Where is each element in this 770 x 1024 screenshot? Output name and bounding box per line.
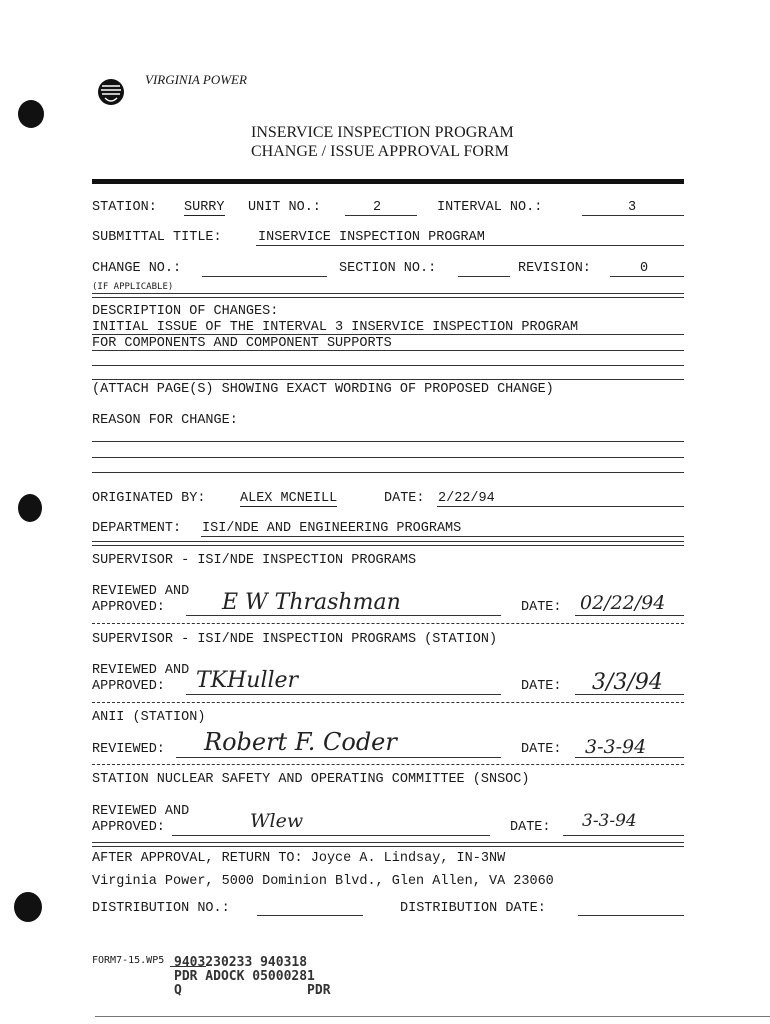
approval-3-signature: Robert F. Coder [204, 728, 397, 756]
address-line: Virginia Power, 5000 Dominion Blvd., Glen Allen, VA 23060 [92, 874, 554, 889]
approval-3-date: 3-3-94 [585, 736, 647, 758]
department-label: DEPARTMENT: [92, 521, 182, 536]
form-title-line2: CHANGE / ISSUE APPROVAL FORM [251, 143, 509, 160]
reason-rule1 [92, 441, 684, 442]
company-logo [96, 76, 126, 113]
originated-date-line [437, 506, 684, 507]
reason-rule3 [92, 472, 684, 473]
double-rule-3 [92, 842, 684, 847]
return-to-line: AFTER APPROVAL, RETURN TO: Joyce A. Lindsay, IN-3NW [92, 851, 506, 866]
change-no-label: CHANGE NO.: [92, 261, 182, 276]
approval-2-date: 3/3/94 [592, 670, 663, 695]
approval-1-signature: E W Thrashman [222, 590, 401, 615]
section-no-line [458, 276, 510, 277]
approval-2-date-label: DATE: [521, 679, 562, 694]
if-applicable-note: (IF APPLICABLE) [92, 282, 174, 292]
approval-4-signature: Wlew [250, 810, 304, 832]
approval-2-heading: SUPERVISOR - ISI/NDE INSPECTION PROGRAMS (STATION) [92, 632, 498, 647]
header-thick-rule [92, 179, 684, 184]
approval-1-label1: REVIEWED AND [92, 584, 190, 599]
revision-value: 0 [640, 261, 649, 276]
description-rule1 [92, 334, 684, 335]
distribution-no-label: DISTRIBUTION NO.: [92, 901, 230, 916]
dashed-rule-1 [92, 623, 684, 624]
approval-4-heading: STATION NUCLEAR SAFETY AND OPERATING COMMITTEE (SNSOC) [92, 772, 530, 787]
interval-line [582, 215, 684, 216]
reason-rule2 [92, 457, 684, 458]
description-label: DESCRIPTION OF CHANGES: [92, 304, 279, 319]
originated-date: 2/22/94 [438, 491, 495, 506]
docket-stamp-line2: PDR ADOCK 05000281 [174, 969, 315, 984]
punch-hole-top [18, 100, 44, 128]
double-rule-1 [92, 293, 684, 298]
description-rule3 [92, 365, 684, 366]
description-rule4 [92, 379, 684, 380]
approval-1-sign-line [186, 615, 501, 616]
approval-4-sign-line [172, 835, 490, 836]
approval-3-label2: REVIEWED: [92, 742, 165, 757]
unit-value: 2 [373, 200, 382, 215]
department-value: ISI/NDE AND ENGINEERING PROGRAMS [202, 521, 462, 536]
dashed-rule-3 [92, 764, 684, 765]
interval-value: 3 [628, 200, 637, 215]
description-line2: FOR COMPONENTS AND COMPONENT SUPPORTS [92, 336, 392, 351]
approval-2-label1: REVIEWED AND [92, 663, 190, 678]
company-name: VIRGINIA POWER [145, 72, 247, 87]
approval-2-sign-line [186, 694, 501, 695]
approval-4-label2: APPROVED: [92, 820, 165, 835]
double-rule-2 [92, 541, 684, 546]
department-line [201, 536, 684, 537]
section-no-label: SECTION NO.: [339, 261, 437, 276]
submittal-line [256, 245, 684, 246]
virginia-power-logo-icon [96, 76, 126, 108]
station-label: STATION: [92, 200, 157, 215]
approval-1-label2: APPROVED: [92, 600, 165, 615]
approval-4-date-line [563, 835, 684, 836]
change-no-line [202, 276, 327, 277]
approval-3-heading: ANII (STATION) [92, 710, 206, 725]
punch-hole-middle [18, 494, 42, 522]
approval-1-date-label: DATE: [521, 600, 562, 615]
approval-2-signature: TKHuller [196, 668, 299, 693]
punch-hole-bottom [14, 892, 42, 922]
unit-line [345, 215, 417, 216]
submittal-title-label: SUBMITTAL TITLE: [92, 230, 222, 245]
approval-1-heading: SUPERVISOR - ISI/NDE INSPECTION PROGRAMS [92, 553, 417, 568]
approval-3-date-label: DATE: [521, 742, 562, 757]
originated-by-label: ORIGINATED BY: [92, 491, 206, 506]
originated-by-name: ALEX MCNEILL [240, 491, 338, 506]
description-rule2 [92, 350, 684, 351]
docket-stamp-line3: Q PDR [174, 983, 331, 998]
distribution-no-line [257, 915, 363, 916]
distribution-date-label: DISTRIBUTION DATE: [400, 901, 546, 916]
originated-date-label: DATE: [384, 491, 425, 506]
revision-line [610, 276, 684, 277]
approval-4-date: 3-3-94 [582, 811, 637, 831]
form-id: FORM7-15.WP5 [92, 955, 165, 966]
description-line1: INITIAL ISSUE OF THE INTERVAL 3 INSERVICE INSPECTION PROGRAM [92, 320, 579, 335]
form-title-line1: INSERVICE INSPECTION PROGRAM [251, 124, 514, 141]
approval-4-label1: REVIEWED AND [92, 804, 190, 819]
approval-4-date-label: DATE: [510, 820, 551, 835]
page-bottom-rule [95, 1016, 770, 1017]
approval-3-sign-line [176, 757, 501, 758]
docket-stamp-line1: 9403230233 940318 [174, 955, 308, 970]
attach-note: (ATTACH PAGE(S) SHOWING EXACT WORDING OF PROPOSED CHANGE) [92, 382, 554, 397]
dashed-rule-2 [92, 702, 684, 703]
unit-label: UNIT NO.: [248, 200, 321, 215]
interval-label: INTERVAL NO.: [437, 200, 543, 215]
approval-1-date-line [575, 615, 684, 616]
station-value: SURRY [184, 200, 225, 215]
approval-1-date: 02/22/94 [580, 592, 666, 614]
distribution-date-line [578, 915, 684, 916]
revision-label: REVISION: [518, 261, 591, 276]
reason-label: REASON FOR CHANGE: [92, 413, 238, 428]
submittal-title-value: INSERVICE INSPECTION PROGRAM [258, 230, 485, 245]
approval-2-label2: APPROVED: [92, 679, 165, 694]
